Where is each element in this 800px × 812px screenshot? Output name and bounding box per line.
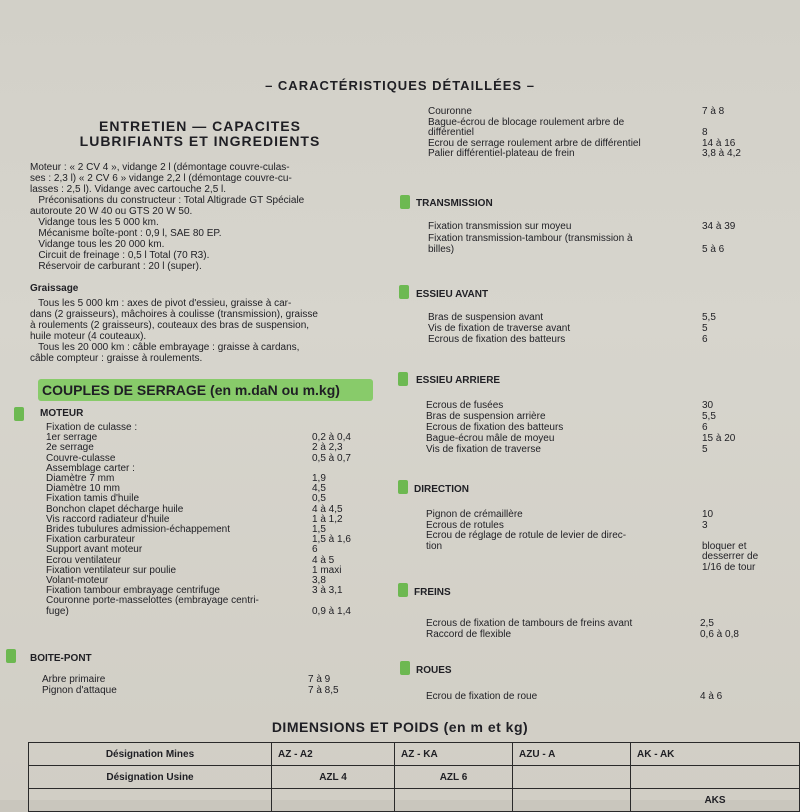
row-value: 15 à 20 xyxy=(702,433,736,444)
section-marker xyxy=(400,195,410,209)
row-label: Brides tubulures admission-échappement xyxy=(46,524,230,535)
row-value: 6 xyxy=(312,544,318,556)
row-value: 0,5 à 0,7 xyxy=(312,452,351,464)
row-value: 5 xyxy=(702,444,708,455)
table-cell xyxy=(631,766,800,789)
section-marker xyxy=(14,407,24,421)
row-value: 7 à 9 xyxy=(308,674,331,685)
boite-pont-title: BOITE-PONT xyxy=(30,653,92,664)
table-cell xyxy=(395,789,513,812)
row-label: Vis raccord radiateur d'huile xyxy=(46,513,170,525)
row-value: 34 à 39 xyxy=(702,221,736,232)
table-cell: AZL 4 xyxy=(272,766,395,789)
entretien-title: ENTRETIEN — CAPACITES xyxy=(99,118,301,134)
row-label: Palier différentiel-plateau de frein xyxy=(428,148,575,159)
table-cell: AZ - A2 xyxy=(272,743,395,766)
table-cell: AZU - A xyxy=(513,743,631,766)
row-label: Ecrous de fixation des batteurs xyxy=(426,422,564,433)
row-label: Ecrous de fixation de tambours de freins avant xyxy=(426,618,633,629)
table-row xyxy=(29,789,800,812)
row-label: Pignon de crémaillère xyxy=(426,509,523,520)
row-label: Support avant moteur xyxy=(46,544,143,556)
section-marker xyxy=(399,285,409,299)
transmission-title: TRANSMISSION xyxy=(416,198,493,209)
row-value: 1 maxi xyxy=(312,564,342,576)
row-value: 6 xyxy=(702,334,708,345)
section-marker xyxy=(398,372,408,386)
entretien-subtitle: LUBRIFIANTS ET INGREDIENTS xyxy=(79,133,321,149)
graissage-text: Tous les 5 000 km : axes de pivot d'essieu, graisse à car- dans (2 graisseurs), mâchoires à coulisse (transmission), graisse à roulements (2 graisseurs), couteaux des bras de suspension, huile moteur (4 couteaux). Tous les 20 000 km : câble embrayage : graisse à cardans, câble compteur : graisse à roulements. xyxy=(30,298,318,364)
row-value: 1 à 1,2 xyxy=(312,513,343,525)
row-label: Diamètre 10 mm xyxy=(46,483,120,495)
table-cell xyxy=(513,789,631,812)
row-label: Bague-écrou mâle de moyeu xyxy=(426,433,555,444)
row-value: 0,6 à 0,8 xyxy=(700,629,739,640)
row-label: Arbre primaire xyxy=(42,674,106,685)
graissage-title: Graissage xyxy=(30,283,79,294)
entretien-paragraph: Moteur : « 2 CV 4 », vidange 2 l (démontage couvre-culas- ses : 2,3 l) « 2 CV 6 » vidange 2,2 l (démontage couvre-cu- lasses : 2,5 l). Vidange avec cartouche 2,5 l. Préconisations du constructeur : Total Altigrade GT Spéciale autoroute 20 W 40 ou GTS 20 W 50. Vidange tous les 5 000 km. Mécanisme boîte-pont : 0,9 l, SAE 80 EP. Vidange tous les 20 000 km. Circuit de freinage : 0,5 l Total (70 R3). Réservoir de carburant : 20 l (super). xyxy=(30,162,305,272)
row-value: 3 xyxy=(702,519,708,531)
row-value: 2 à 2,3 xyxy=(312,442,343,454)
row-label: fuge) xyxy=(46,605,69,617)
direction-title: DIRECTION xyxy=(414,484,469,495)
row-label: Bras de suspension arrière xyxy=(426,411,546,422)
row-value: 8 xyxy=(702,127,708,138)
row-value: 5 à 6 xyxy=(702,244,725,255)
row-value: 4 à 5 xyxy=(312,554,335,566)
row-label: Fixation de culasse : xyxy=(46,422,138,433)
row-label: Bague-écrou de blocage roulement arbre de xyxy=(428,116,625,128)
row-value: 1/16 de tour xyxy=(702,561,756,573)
row-value: desserrer de xyxy=(702,551,759,562)
row-label: Couvre-culasse xyxy=(46,452,116,464)
row-label: Vis de fixation de traverse xyxy=(426,444,541,455)
row-value: 7 à 8 xyxy=(702,106,725,117)
row-label: 1er serrage xyxy=(46,432,98,444)
row-label: Fixation carburateur xyxy=(46,534,135,546)
table-row xyxy=(29,743,800,766)
row-value: 4 à 6 xyxy=(700,691,723,702)
row-label: Assemblage carter : xyxy=(46,462,135,474)
table-cell: AZL 6 xyxy=(395,766,513,789)
table-row xyxy=(29,766,800,789)
row-value: 5,5 xyxy=(702,312,716,323)
row-label: Ecrous de rotules xyxy=(426,519,504,531)
row-value: 6 xyxy=(702,422,708,433)
row-value: 3,8 à 4,2 xyxy=(702,148,741,159)
row-value: 30 xyxy=(702,400,714,411)
freins-title: FREINS xyxy=(414,587,451,598)
row-value: 0,5 xyxy=(312,493,326,505)
row-value: 4 à 4,5 xyxy=(312,503,343,515)
row-label: Fixation transmission sur moyeu xyxy=(428,221,572,232)
row-label: Volant-moteur xyxy=(46,575,109,586)
moteur-title: MOTEUR xyxy=(40,408,84,419)
table-cell: AZ - KA xyxy=(395,743,513,766)
row-label: Fixation tambour embrayage centrifuge xyxy=(46,585,220,597)
table-cell: Désignation Mines xyxy=(29,743,272,766)
row-label: Pignon d'attaque xyxy=(42,685,117,696)
row-label: Couronne porte-masselottes (embrayage centri- xyxy=(46,595,259,607)
row-value: bloquer et xyxy=(702,540,747,552)
row-label: Fixation transmission-tambour (transmission à xyxy=(428,232,633,244)
row-value: 3,8 xyxy=(312,575,326,586)
essieu-avant-title: ESSIEU AVANT xyxy=(416,289,489,300)
row-label: Bras de suspension avant xyxy=(428,312,544,323)
section-marker xyxy=(398,480,408,494)
row-label: tion xyxy=(426,540,443,552)
table-cell xyxy=(29,789,272,812)
section-marker xyxy=(398,583,408,597)
row-value: 1,5 xyxy=(312,524,326,535)
row-label: Diamètre 7 mm xyxy=(46,473,115,484)
row-label: Ecrous de fixation des batteurs xyxy=(428,334,566,345)
row-value: 10 xyxy=(702,509,714,520)
page-title: – CARACTÉRISTIQUES DÉTAILLÉES – xyxy=(265,78,535,93)
row-label: Fixation tamis d'huile xyxy=(46,493,140,505)
row-label: différentiel xyxy=(428,127,474,138)
row-label: Couronne xyxy=(428,106,472,117)
table-cell xyxy=(272,789,395,812)
row-value: 1,5 à 1,6 xyxy=(312,534,351,546)
row-value: 14 à 16 xyxy=(702,137,736,149)
row-label: Bonchon clapet décharge huile xyxy=(46,503,184,515)
row-label: Ecrou de réglage de rotule de levier de direc- xyxy=(426,530,627,541)
table-cell: Désignation Usine xyxy=(29,766,272,789)
table-cell: AK - AK xyxy=(631,743,800,766)
row-value: 4,5 xyxy=(312,483,326,495)
row-label: 2e serrage xyxy=(46,442,94,454)
table-cell: AKS xyxy=(631,789,800,812)
row-label: Vis de fixation de traverse avant xyxy=(428,323,571,334)
row-label: Ecrou de fixation de roue xyxy=(426,691,538,702)
section-marker xyxy=(400,661,410,675)
row-value: 0,2 à 0,4 xyxy=(312,432,351,444)
row-label: Fixation ventilateur sur poulie xyxy=(46,564,177,576)
row-value: 2,5 xyxy=(700,618,714,629)
dimensions-table xyxy=(28,742,800,812)
couples-title: COUPLES DE SERRAGE (en m.daN ou m.kg) xyxy=(42,382,340,398)
row-label: billes) xyxy=(428,244,455,255)
row-value: 0,9 à 1,4 xyxy=(312,605,351,617)
row-value: 5 xyxy=(702,323,708,334)
essieu-arriere-title: ESSIEU ARRIERE xyxy=(416,375,501,386)
row-value: 3 à 3,1 xyxy=(312,585,343,597)
row-value: 1,9 xyxy=(312,473,326,484)
row-value: 5,5 xyxy=(702,411,716,422)
row-label: Ecrou de serrage roulement arbre de différentiel xyxy=(428,137,641,149)
row-label: Ecrou ventilateur xyxy=(46,554,122,566)
row-label: Raccord de flexible xyxy=(426,629,512,640)
row-value: 7 à 8,5 xyxy=(308,685,339,696)
dimensions-title: DIMENSIONS ET POIDS (en m et kg) xyxy=(271,719,529,735)
row-label: Ecrous de fusées xyxy=(426,400,504,411)
table-cell xyxy=(513,766,631,789)
section-marker xyxy=(6,649,16,663)
roues-title: ROUES xyxy=(416,665,452,676)
